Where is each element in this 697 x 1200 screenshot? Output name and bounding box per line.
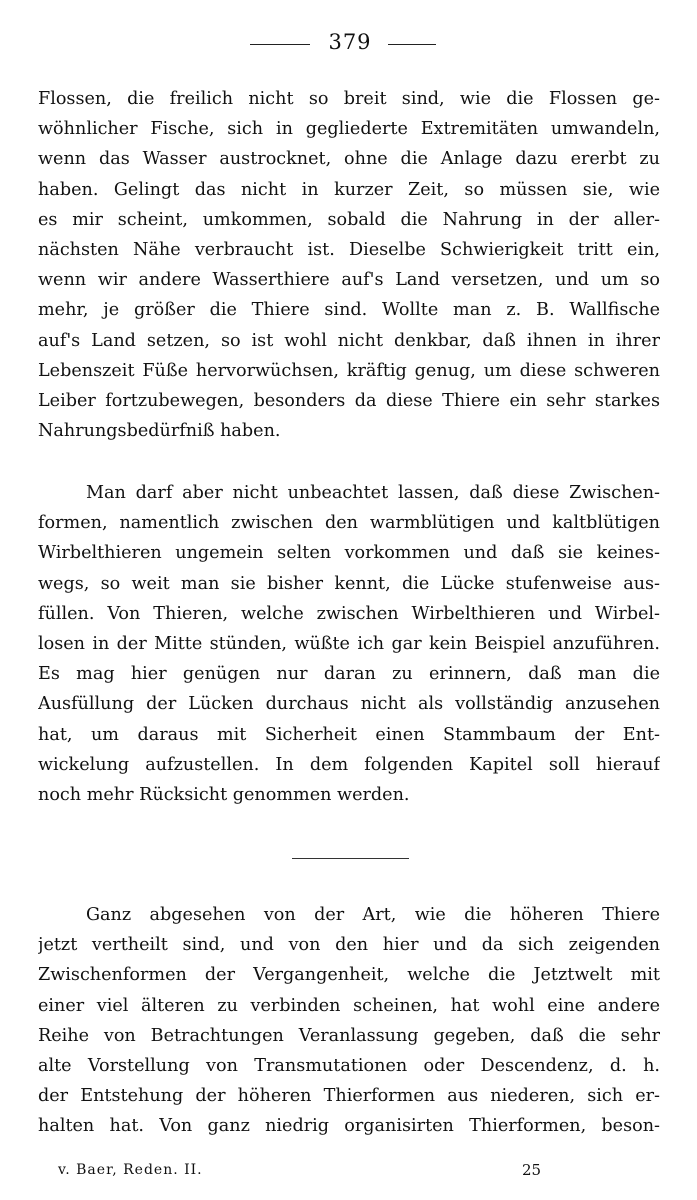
text-line: Lebenszeit Füße hervorwüchsen, kräftig genug, um diese schweren <box>38 360 660 381</box>
text-line: nächsten Nähe verbraucht ist. Dieselbe Schwierigkeit tritt ein, <box>38 239 660 260</box>
text-line: Zwischenformen der Vergangenheit, welche die Jetztwelt mit <box>38 965 660 986</box>
text-line: der Entstehung der höheren Thierformen aus niederen, sich er- <box>38 1086 660 1107</box>
text-line: haben. Gelingt das nicht in kurzer Zeit, so müssen sie, wie <box>38 179 660 200</box>
page-footer <box>0 1158 697 1182</box>
sheet-number: 25 <box>522 1161 542 1179</box>
text-line: Flossen, die freilich nicht so breit sind, wie die Flossen ge- <box>38 89 660 109</box>
text-line: formen, namentlich zwischen den warmblütigen und kaltblütigen <box>38 513 660 534</box>
header-rule-right <box>388 44 436 45</box>
text-line: wenn wir andere Wasserthiere auf's Land versetzen, und um so <box>38 270 660 291</box>
text-line: auf's Land setzen, so ist wohl nicht denkbar, daß ihnen in ihrer <box>38 330 660 351</box>
paragraph-1 <box>38 84 660 446</box>
text-line: Wirbelthieren ungemein selten vorkommen und daß sie keines- <box>38 543 660 564</box>
text-line: es mir scheint, umkommen, sobald die Nahrung in der aller- <box>38 209 660 230</box>
text-line: Ausfüllung der Lücken durchaus nicht als vollständig anzusehen <box>38 694 660 715</box>
paragraph-2 <box>38 478 660 810</box>
footer-signature: v. Baer, Reden. II. <box>58 1162 203 1178</box>
text-line: füllen. Von Thieren, welche zwischen Wirbelthieren und Wirbel- <box>38 603 660 624</box>
text-line: wenn das Wasser austrocknet, ohne die Anlage dazu ererbt zu <box>38 149 660 170</box>
section-divider <box>292 858 409 859</box>
text-line: jetzt vertheilt sind, und von den hier und da sich zeigenden <box>38 935 660 956</box>
text-line: einer viel älteren zu verbinden scheinen, hat wohl eine andere <box>38 995 660 1016</box>
text-line: losen in der Mitte stünden, wüßte ich gar kein Beispiel anzuführen. <box>38 633 660 654</box>
paragraph-3 <box>38 900 660 1142</box>
text-line: wickelung aufzustellen. In dem folgenden Kapitel soll hierauf <box>38 754 660 775</box>
text-line: Ganz abgesehen von der Art, wie die höheren Thiere <box>86 905 660 925</box>
text-line: Man darf aber nicht unbeachtet lassen, daß diese Zwischen- <box>86 483 660 503</box>
text-line: wegs, so weit man sie bisher kennt, die Lücke stufenweise aus- <box>38 573 660 594</box>
page-number: 379 <box>328 30 372 54</box>
page-header <box>0 28 697 58</box>
text-line: noch mehr Rücksicht genommen werden. <box>38 784 410 805</box>
text-line: alte Vorstellung von Transmutationen oder Descendenz, d. h. <box>38 1055 660 1076</box>
text-line: Reihe von Betrachtungen Veranlassung gegeben, daß die sehr <box>38 1025 660 1046</box>
text-line: wöhnlicher Fische, sich in gegliederte Extremitäten umwandeln, <box>38 119 660 140</box>
text-line: mehr, je größer die Thiere sind. Wollte man z. B. Wallfische <box>38 300 660 321</box>
text-line: Leiber fortzubewegen, besonders da diese Thiere ein sehr starkes <box>38 390 660 411</box>
text-line: Es mag hier genügen nur daran zu erinnern, daß man die <box>38 664 660 685</box>
text-line: hat, um daraus mit Sicherheit einen Stammbaum der Ent- <box>38 724 660 745</box>
text-line: halten hat. Von ganz niedrig organisirten Thierformen, beson- <box>38 1116 660 1137</box>
text-line: Nahrungsbedürfniß haben. <box>38 421 281 442</box>
